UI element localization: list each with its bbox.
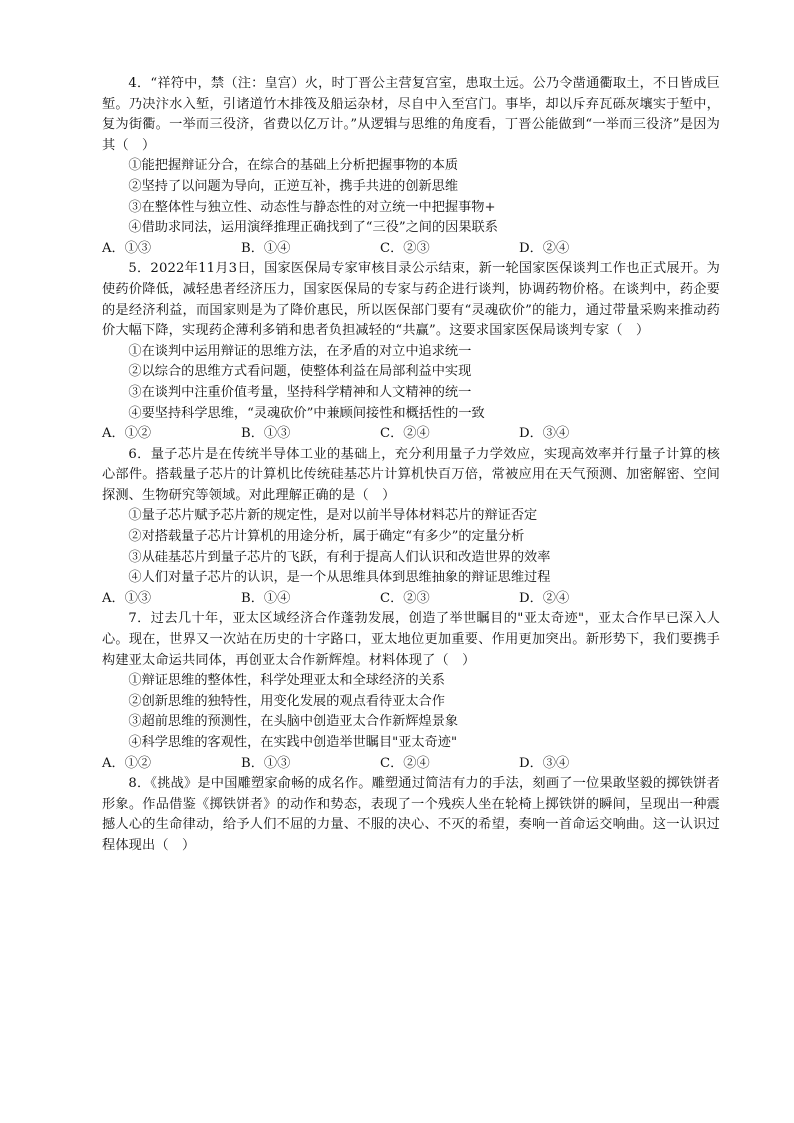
choice-c: C．②③ (380, 590, 430, 606)
answer-choices (102, 424, 720, 445)
choice-d: D．②④ (519, 240, 570, 256)
choice-b: B．①④ (241, 240, 291, 256)
option-statement: ②坚持了以问题为导向，正逆互补，携手共进的创新思维 (128, 178, 459, 194)
answer-choices (102, 589, 720, 610)
question-6 (102, 445, 720, 610)
option-statement: ①量子芯片赋予芯片新的规定性，是对以前半导体材料芯片的辩证否定 (128, 508, 538, 524)
question-4 (102, 74, 720, 259)
choice-c: C．②③ (380, 240, 430, 256)
question-stem: 5．2022年11月3日，国家医保局专家审核目录公示结束，新一轮国家医保谈判工作也正式展开。为使药价降低，减轻患者经济压力，国家医保局的专家与药企进行谈判，协调药物价格。在谈判中，药企要的是经济利益，而国家则是为了降价惠民，所以医保部门要有“灵魂砍价”的能力，通过带量采购来推动药价大幅下降，实现药企薄利多销和患者负担减轻的“共赢”。这要求国家医保局谈判专家（ ） (102, 261, 720, 339)
option-statement: ③超前思维的预测性，在头脑中创造亚太合作新辉煌景象 (128, 714, 459, 730)
answer-choices (102, 754, 720, 775)
option-statement: ④人们对量子芯片的认识，是一个从思维具体到思维抽象的辩证思维过程 (128, 570, 551, 586)
question-stem: 4．“祥符中，禁（注：皇宫）火，时丁晋公主营复宫室，患取土远。公乃令凿通衢取土，不日皆成巨堑。乃决汴水入堑，引诸道竹木排筏及船运杂材，尽自中入至宫门。事毕，却以斥弃瓦砾灰壤实于堑中，复为街衢。一举而三役济，省费以亿万计。”从逻辑与思维的角度看，丁晋公能做到“一举而三役济”是因为其（ ） (102, 76, 720, 153)
option-statement: ④科学思维的客观性，在实践中创造举世瞩目"亚太奇迹" (128, 735, 458, 750)
option-statement: ②对搭载量子芯片计算机的用途分析，属于确定“有多少”的定量分析 (128, 529, 525, 545)
option-statement: ③在谈判中注重价值考量，坚持科学精神和人文精神的统一 (128, 384, 472, 400)
choice-a: A．①② (102, 426, 152, 442)
choice-b: B．①③ (241, 426, 291, 442)
choice-a: A．①③ (102, 240, 152, 256)
option-statement: ②以综合的思维方式看问题，使整体利益在局部利益中实现 (128, 364, 472, 380)
choice-d: D．③④ (519, 426, 570, 442)
choice-b: B．①④ (241, 590, 291, 606)
option-statement: ②创新思维的独特性，用变化发展的观点看待亚太合作 (128, 693, 445, 709)
choice-b: B．①③ (241, 755, 291, 771)
choice-c: C．②④ (380, 755, 430, 771)
question-5 (102, 259, 720, 444)
choice-a: A．①② (102, 755, 152, 771)
choice-a: A．①③ (102, 590, 152, 606)
question-stem: 6．量子芯片是在传统半导体工业的基础上，充分利用量子力学效应，实现高效率并行量子计算的核心部件。搭载量子芯片的计算机比传统硅基芯片计算机快百万倍，常被应用在天气预测、加密解密、空间探测、生物研究等领域。对此理解正确的是（ ） (102, 446, 720, 503)
option-statement: ①能把握辩证分合，在综合的基础上分析把握事物的本质 (128, 158, 459, 174)
question-8 (102, 774, 720, 856)
option-statement: ④要坚持科学思维，“灵魂砍价”中兼顾间接性和概括性的一致 (128, 405, 485, 421)
option-statement: ③在整体性与独立性、动态性与静态性的对立统一中把握事物+ (128, 199, 496, 215)
option-statement: ③从硅基芯片到量子芯片的飞跃，有利于提高人们认识和改造世界的效率 (128, 549, 551, 565)
choice-d: D．②④ (519, 590, 570, 606)
option-statement: ①在谈判中运用辩证的思维方法，在矛盾的对立中追求统一 (128, 343, 472, 359)
question-stem: 8．《挑战》是中国雕塑家俞畅的成名作。雕塑通过简洁有力的手法，刻画了一位果敢坚毅的掷铁饼者形象。作品借鉴《掷铁饼者》的动作和势态，表现了一个残疾人坐在轮椅上掷铁饼的瞬间，呈现出一种震撼人心的生命律动，给予人们不屈的力量、不服的决心、不灭的希望，奏响一首命运交响曲。这一认识过程体现出（ ） (102, 776, 720, 853)
answer-choices (102, 239, 720, 260)
question-list (102, 74, 720, 857)
choice-d: D．③④ (519, 755, 570, 771)
option-statement: ①辩证思维的整体性，科学处理亚太和全球经济的关系 (128, 673, 445, 689)
question-7 (102, 609, 720, 774)
option-statement: ④借助求同法，运用演绎推理正确找到了“三役”之间的因果联系 (128, 220, 498, 236)
question-stem: 7．过去几十年，亚太区域经济合作蓬勃发展，创造了举世瞩目的"亚太奇迹"，亚太合作早已深入人心。现在，世界又一次站在历史的十字路口，亚太地位更加重要、作用更加突出。新形势下，我们要携手构建亚太命运共同体，再创亚太合作新辉煌。材料体现了（ ） (102, 611, 720, 668)
choice-c: C．②④ (380, 426, 430, 442)
